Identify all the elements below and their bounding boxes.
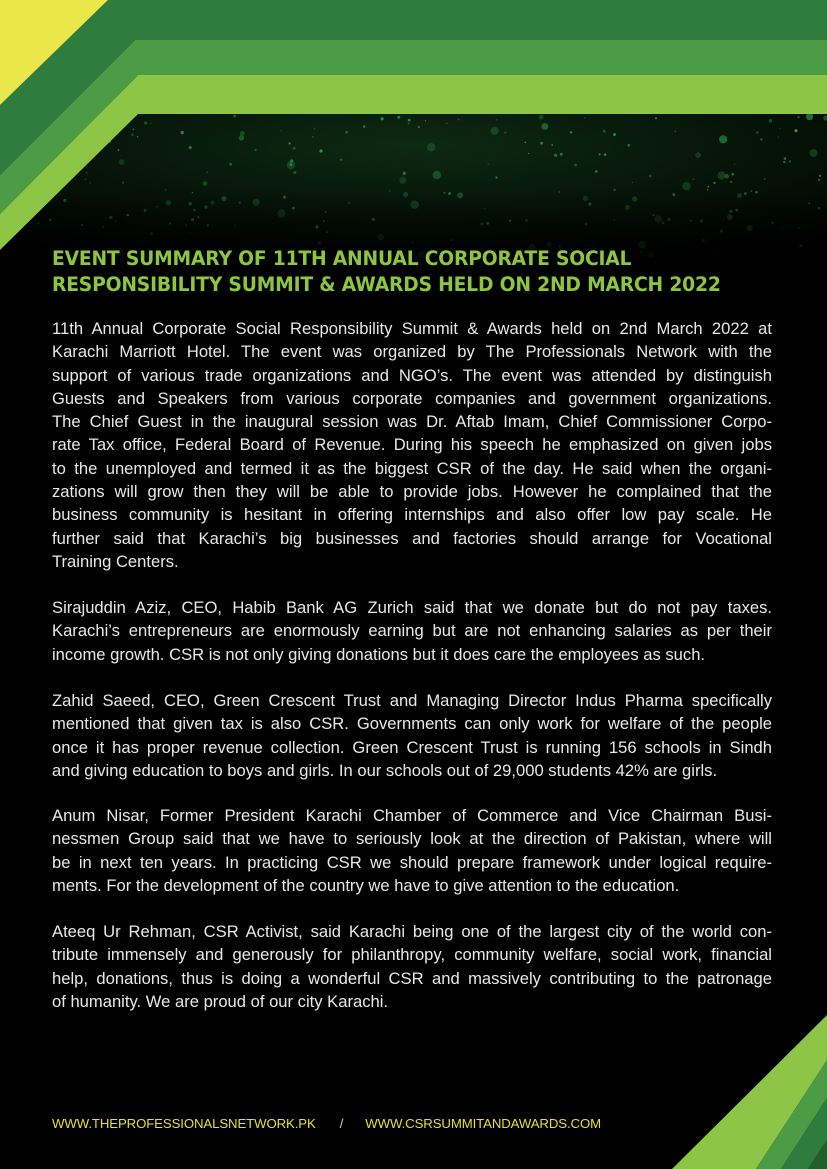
title-line-1: EVENT SUMMARY OF 11TH ANNUAL CORPORATE SOCIAL [52,247,632,270]
sparkle-dot [784,157,787,160]
sparkle-dot [806,113,813,120]
sparkle-dot [488,164,489,165]
sparkle-dot [233,115,236,118]
paragraph-line: to the unemployed and termed it as the biggest CSR of the day. He said when the organi- [52,458,772,478]
sparkle-dot [695,152,701,158]
paragraph-line: Guests and Speakers from various corporate companies and government organizations. [52,388,772,408]
sparkle-dot [693,178,695,180]
sparkle-dot [254,149,256,151]
sparkle-dot [181,131,184,134]
sparkle-dot [290,159,293,162]
sparkle-dot [570,131,572,133]
sparkle-dot [731,173,734,176]
sparkle-dot [229,163,232,166]
sparkle-dot [90,182,91,183]
paragraph-line: 11th Annual Corporate Social Responsibility Summit & Awards held on 2nd March 2022 at [52,319,772,338]
sparkle-dot [707,186,709,188]
sparkle-dot [551,144,553,146]
sparkle-dot [584,117,585,118]
sparkle-dot [446,123,447,124]
sparkle-dot [818,179,820,181]
sparkle-dot [433,171,442,180]
paragraph-line: Karachi Marriott Hotel. The event was organized by The Professionals Network with the [52,342,772,362]
sparkle-dot [408,122,410,124]
sparkle-dot [240,131,245,136]
sparkle-dot [604,153,607,156]
paragraph-line: Karachi’s entrepreneurs are enormously earning but are not enhancing salaries as per their [52,621,772,641]
sparkle-dot [554,154,557,157]
sparkle-dot [783,161,785,163]
sparkle-dot [719,135,727,143]
paragraph-ateeq-ur-rehman [52,920,772,1013]
paragraph-line: Zahid Saeed, CEO, Green Crescent Trust and Managing Director Indus Pharma specifically [52,691,772,710]
sparkle-dot [280,130,281,131]
sparkle-dot [137,136,139,138]
sparkle-dot [760,138,762,140]
page-title [52,246,762,298]
paragraph-line: Training Centers. [52,551,179,571]
sparkle-dot [397,116,400,119]
paragraph-zahid-saeed [52,689,772,782]
sparkle-dot [314,128,316,130]
paragraph-line: once it has proper revenue collection. Green Crescent Trust is running 156 schools in Sindh [52,737,772,757]
paragraph-line: mentioned that given tax is also CSR. Governments can only work for welfare of the people [52,714,772,734]
sparkle-dot [293,171,296,174]
sparkle-dot [239,135,244,140]
paragraph-line: The Chief Guest in the inaugural session was Dr. Aftab Imam, Chief Commissioner Corpo- [52,412,772,432]
sparkle-dot [779,128,780,129]
sparkle-dot [627,144,630,147]
footer-link-csr-summit[interactable]: WWW.CSRSUMMITANDAWARDS.COM [365,1116,602,1131]
sparkle-dot [819,175,821,177]
sparkle-dot [541,123,548,130]
sparkle-dot [810,149,818,157]
title-line-2: RESPONSIBILITY SUMMIT & AWARDS HELD ON 2ND MARCH 2022 [52,273,721,296]
sparkle-dot [119,159,125,165]
sparkle-dot [345,131,348,134]
sparkle-dot [649,175,652,178]
sparkle-dot [734,163,736,165]
sparkle-dot [131,133,134,136]
sparkle-dot [133,128,135,130]
sparkle-dot [778,136,780,138]
sparkle-dot [496,119,497,120]
sparkle-dot [764,178,766,180]
paragraph-line: further said that Karachi’s big businesses and factories should arrange for Vocational [52,528,772,548]
paragraph-line: zations will grow then they will be able to provide jobs. However he complained that the [52,482,772,502]
sparkle-dot [595,170,598,173]
sparkle-dot [418,126,420,128]
sparkle-dot [603,130,606,133]
sparkle-dot [632,182,633,183]
paragraph-line: Sirajuddin Aziz, CEO, Habib Bank AG Zurich said that we donate but do not pay taxes. [52,598,772,617]
paragraph-intro [52,317,772,573]
paragraph-line: of humanity. We are proud of our city Karachi. [52,991,389,1011]
sparkle-dot [363,125,365,127]
sparkle-dot [495,176,497,178]
sparkle-dot [85,179,86,180]
sparkle-dot [794,129,797,132]
sparkle-dot [525,142,527,144]
paragraph-line: Anum Nisar, Former President Karachi Chamber of Commerce and Vice Chairman Busi- [52,806,772,825]
sparkle-dot [408,119,411,122]
sparkle-dot [203,181,208,186]
paragraph-line: rate Tax office, Federal Board of Revenue. During his speech he emphasized on given jobs [52,435,772,455]
sparkle-dot [789,160,791,162]
sparkle-dot [122,182,124,184]
sparkle-dot [769,119,772,122]
sparkle-dot [713,182,715,184]
paragraph-line: tribute immensely and generously for philanthropy, community welfare, social work, financial [52,945,772,965]
paragraph-line: and giving education to boys and girls. In our schools out of 29,000 students 42% are girls. [52,760,718,780]
sparkle-dot [189,146,192,149]
sparkle-dot [289,163,292,166]
sparkle-dot [403,172,406,175]
sparkle-dot [717,171,725,179]
sparkle-dot [756,131,759,134]
sparkle-dot [312,136,314,138]
paragraph-line: help, donations, thus is doing a wonderful CSR and massively contributing to the patronage [52,968,772,988]
sparkle-dot [540,142,543,145]
paragraph-line: Ateeq Ur Rehman, CSR Activist, said Karachi being one of the largest city of the world con- [52,922,772,941]
sparkle-dot [319,149,322,152]
sparkle-dot [150,123,151,124]
sparkle-dot [730,181,732,183]
sparkle-dot [675,131,676,132]
paragraph-line: income growth. CSR is not only giving donations but it does care the employees as such. [52,644,706,664]
paragraph-line: nessmen Group said that we have to seriously look at the direction of Pakistan, where will [52,829,772,849]
sparkle-dot [797,116,799,118]
footer-link-professionals-network[interactable]: WWW.THEPROFESSIONALSNETWORK.PK [52,1116,316,1131]
paragraph-line: support of various trade organizations and NGO’s. The event was attended by distinguish [52,365,772,385]
paragraph-line: business community is hesitant in offering internships and also offer low pay scale. He [52,505,772,525]
sparkle-dot [86,172,88,174]
sparkle-dot [655,117,657,119]
sparkle-dot [206,171,208,173]
sparkle-dot [504,132,506,134]
paragraph-line: ments. For the development of the country we have to give attention to the education. [52,875,680,895]
sparkle-dot [118,149,120,151]
sparkle-dot [560,153,563,156]
paragraph-line: be in next ten years. In practicing CSR we should prepare framework under logical require- [52,852,772,872]
sparkle-dot [340,159,342,161]
sparkle-dot [399,177,406,184]
paragraph-anum-nisar [52,804,772,897]
sparkle-dot [381,117,384,120]
sparkle-dot [293,147,296,150]
sparkle-dot [144,121,147,124]
sparkle-dot [528,153,529,154]
sparkle-dot [288,142,290,144]
sparkle-dot [458,118,460,120]
sparkle-dot [613,133,616,136]
sparkle-dot [491,127,499,135]
footer-separator: / [339,1116,344,1131]
sparkle-dot [682,182,690,190]
sparkle-dot [427,143,435,151]
sparkle-dot [574,164,577,167]
sparkle-dot [599,153,601,155]
sparkle-dot [425,120,426,121]
sparkle-dot [539,115,544,120]
paragraph-sirajuddin-aziz [52,596,772,666]
footer-links [52,1116,601,1131]
